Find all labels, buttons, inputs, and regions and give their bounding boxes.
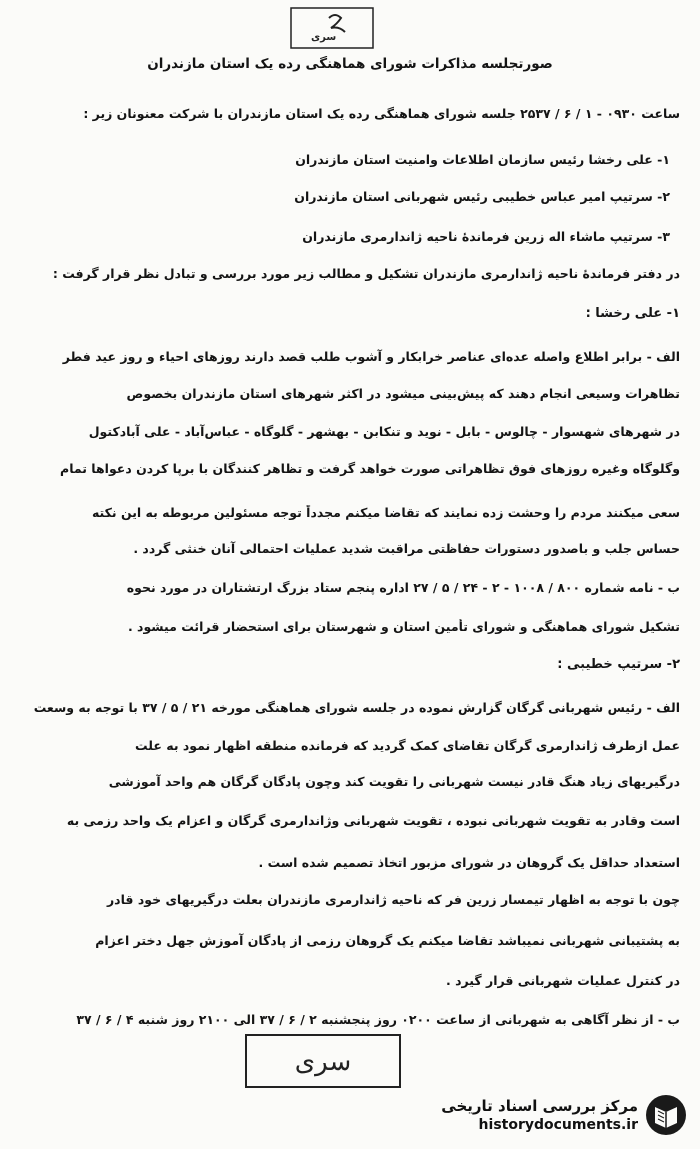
section-2-line: استعداد حداقل یک گروهان در شورای مزبور اتخاذ تصمیم شده است .	[258, 855, 680, 870]
watermark-title: مرکز بررسی اسناد تاریخی	[441, 1097, 638, 1115]
section-1-line: سعی میکنند مردم را وحشت زده نمایند که تقاضا میکنم مجدداً توجه مسئولین مربوطه به این نکته	[91, 505, 680, 520]
section-2-line: عمل ازطرف ژاندارمری گرگان تقاضای کمک گردید که فرمانده منطقه اظهار نمود به علت	[135, 738, 680, 753]
section-1-line: الف - برابر اطلاع واصله عده‌ای عناصر خرابکار و آشوب طلب قصد دارند روزهای احیاء و روز عید فطر	[62, 349, 680, 364]
attendee-2: ۲- سرتیپ امیر عباس خطیبی رئیس شهربانی استان مازندران	[294, 189, 670, 204]
section-2-heading: ۲- سرتیپ خطیبی :	[557, 657, 680, 672]
section-2-line: است وقادر به تقویت شهربانی نبوده ، تقویت شهربانی وژاندارمری گرگان و اعزام یک واحد رزمی به	[66, 813, 680, 828]
attendee-1: ۱- علی رخشا رئیس سازمان اطلاعات وامنیت استان مازندران	[295, 152, 670, 167]
book-logo-icon	[644, 1093, 688, 1137]
secret-stamp-text: سری	[294, 1047, 352, 1077]
section-1-line: ب - نامه شماره ۸۰۰ / ۱۰۰۸ - ۲ - ۲۴ / ۵ / ۲۷ اداره پنجم ستاد بزرگ ارتشتاران در مورد نحوه	[126, 580, 680, 595]
section-1-line: حساس جلب و باصدور دستورات حفاظتی مراقبت شدید عملیات احتمالی آنان خنثی گردد .	[133, 541, 680, 556]
section-1-line: تشکیل شورای هماهنگی و شورای تأمین استان و شهرستان برای استحضار قرائت میشود .	[127, 619, 680, 634]
section-2-line: چون با توجه به اظهار تیمسار زرین فر که ناحیه ژاندارمری مازندران بعلت درگیریهای خود قادر	[106, 892, 680, 907]
stamp-mark: سری	[311, 32, 337, 43]
stamp-frame-icon	[289, 6, 375, 50]
section-1-heading: ۱- علی رخشا :	[585, 306, 680, 321]
meeting-place-line: در دفتر فرماندهٔ ناحیه ژاندارمری مازندران تشکیل و مطالب زیر مورد بررسی و تبادل نظر قرار گرفت :	[52, 266, 680, 281]
section-1-line: وگلوگاه وغیره روزهای فوق تظاهراتی صورت خواهد گرفت و تظاهر کنندگان با برپا کردن دعواها تمام	[60, 461, 680, 476]
section-1-line: تظاهرات وسیعی انجام دهند که پیش‌بینی میشود در اکثر شهرهای استان مازندران بخصوص	[126, 386, 680, 401]
section-1-line: در شهرهای شهسوار - چالوس - بابل - نوید و تنکابن - بهشهر - گلوگاه - عباس‌آباد - علی آبادکتول	[88, 424, 680, 439]
section-2-line: ب - از نظر آگاهی به شهربانی از ساعت ۰۲۰۰ روز پنجشنبه ۲ / ۶ / ۳۷ الی ۲۱۰۰ روز شنبه ۴ / ۶ / ۳۷	[76, 1012, 680, 1027]
document-title: صورتجلسه مذاکرات شورای هماهنگی رده یک استان مازندران	[147, 56, 553, 72]
watermark	[388, 1088, 688, 1142]
section-2-line: درگیریهای زیاد هنگ قادر نیست شهربانی را تقویت کند وچون پادگان گرگان هم واحد آموزشی	[108, 774, 680, 789]
section-2-line: الف - رئیس شهربانی گرگان گزارش نموده در جلسه شورای هماهنگی مورخه ۲۱ / ۵ / ۳۷ با توجه به وسعت	[33, 700, 680, 715]
intro-line: ساعت ۰۹۳۰ - ۱ / ۶ / ۲۵۳۷ جلسه شورای هماهنگی رده یک استان مازندران با شرکت معنونان زیر :	[83, 106, 680, 121]
classification-stamp	[289, 6, 375, 50]
watermark-url: historydocuments.ir	[478, 1117, 638, 1133]
section-2-line: در کنترل عملیات شهربانی قرار گیرد .	[446, 973, 680, 988]
attendee-3: ۳- سرتیپ ماشاء اله زرین فرماندهٔ ناحیه ژاندارمری مازندران	[302, 229, 670, 244]
section-2-line: به پشتیبانی شهربانی نمیباشد تقاضا میکنم یک گروهان رزمی از پادگان آموزش جهل دختر اعزام	[95, 933, 680, 948]
secret-stamp	[243, 1032, 403, 1090]
